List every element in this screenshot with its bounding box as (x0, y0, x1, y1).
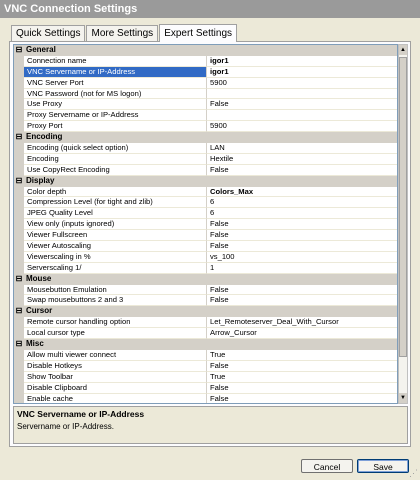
property-row[interactable] (14, 295, 397, 306)
category-header-cursor[interactable] (14, 306, 397, 317)
property-row[interactable] (14, 383, 397, 394)
row-gutter (14, 230, 24, 241)
save-button[interactable]: Save (357, 459, 409, 473)
scroll-up-arrow-icon[interactable]: ▲ (400, 47, 406, 53)
property-name[interactable]: VNC Servername or IP-Address (24, 67, 207, 78)
property-name[interactable]: Viewer Autoscaling (24, 241, 207, 252)
property-row[interactable] (14, 350, 397, 361)
property-name[interactable]: JPEG Quality Level (24, 208, 207, 219)
property-grid-scrollbar[interactable] (398, 44, 408, 404)
row-gutter (14, 165, 24, 176)
property-value[interactable]: 5900 (207, 78, 397, 89)
property-value[interactable]: False (207, 383, 397, 394)
property-value[interactable]: False (207, 241, 397, 252)
property-name[interactable]: Local cursor type (24, 328, 207, 339)
property-row[interactable] (14, 230, 397, 241)
row-gutter (14, 99, 24, 110)
property-value[interactable]: False (207, 99, 397, 110)
category-label: Display (26, 175, 55, 185)
collapse-icon[interactable]: ⊟ (15, 175, 23, 185)
tab-expert-settings[interactable]: Expert Settings (159, 24, 237, 42)
window-title: VNC Connection Settings (0, 0, 420, 18)
property-value[interactable]: False (207, 230, 397, 241)
row-gutter (14, 56, 24, 67)
property-row[interactable] (14, 263, 397, 274)
property-row[interactable] (14, 89, 397, 100)
property-row[interactable] (14, 154, 397, 165)
property-value[interactable]: igor1 (207, 56, 397, 67)
property-row[interactable] (14, 121, 397, 132)
property-row[interactable] (14, 110, 397, 121)
property-value[interactable]: 6 (207, 197, 397, 208)
expert-settings-panel (9, 41, 411, 447)
property-value[interactable]: True (207, 350, 397, 361)
property-row[interactable] (14, 56, 397, 67)
property-name[interactable]: Enable cache (24, 394, 207, 405)
property-row[interactable] (14, 317, 397, 328)
property-row[interactable] (14, 361, 397, 372)
scroll-down-arrow-icon[interactable]: ▼ (400, 395, 406, 401)
property-value[interactable]: igor1 (207, 67, 397, 78)
row-gutter (14, 263, 24, 274)
category-label: Cursor (26, 306, 53, 316)
property-row[interactable] (14, 219, 397, 230)
description-pane (13, 406, 408, 444)
cancel-button[interactable]: Cancel (301, 459, 353, 473)
collapse-icon[interactable]: ⊟ (15, 306, 23, 316)
property-name[interactable]: Viewerscaling in % (24, 252, 207, 263)
property-name[interactable]: VNC Password (not for MS logon) (24, 89, 207, 100)
property-name[interactable]: Connection name (24, 56, 207, 67)
property-name[interactable]: Encoding (quick select option) (24, 143, 207, 154)
collapse-icon[interactable]: ⊟ (15, 132, 23, 142)
property-name[interactable]: Encoding (24, 154, 207, 165)
row-gutter (14, 241, 24, 252)
row-gutter (14, 89, 24, 100)
row-gutter (14, 361, 24, 372)
property-name[interactable]: Allow multi viewer connect (24, 350, 207, 361)
property-value[interactable]: vs_100 (207, 252, 397, 263)
collapse-icon[interactable]: ⊟ (15, 273, 23, 283)
property-name[interactable]: Color depth (24, 187, 207, 198)
property-row[interactable] (14, 99, 397, 110)
property-value[interactable] (207, 110, 397, 121)
category-label: Mouse (26, 273, 52, 283)
property-name[interactable]: Serverscaling 1/ (24, 263, 207, 274)
row-gutter (14, 143, 24, 154)
property-row[interactable] (14, 143, 397, 154)
property-value[interactable]: Arrow_Cursor (207, 328, 397, 339)
property-row[interactable] (14, 67, 397, 78)
category-label: Misc (26, 339, 44, 349)
property-value[interactable]: Colors_Max (207, 187, 397, 198)
category-header-display[interactable] (14, 176, 397, 187)
description-title: VNC Servername or IP-Address (17, 409, 145, 419)
category-label: Encoding (26, 132, 63, 142)
row-gutter (14, 328, 24, 339)
property-name[interactable]: Disable Clipboard (24, 383, 207, 394)
property-row[interactable] (14, 78, 397, 89)
property-name[interactable]: Compression Level (for tight and zlib) (24, 197, 207, 208)
property-name[interactable]: Swap mousebuttons 2 and 3 (24, 295, 207, 306)
property-value[interactable]: 5900 (207, 121, 397, 132)
property-value[interactable]: Hextile (207, 154, 397, 165)
row-gutter (14, 317, 24, 328)
row-gutter (14, 295, 24, 306)
row-gutter (14, 350, 24, 361)
property-value[interactable]: False (207, 394, 397, 405)
category-header-mouse[interactable] (14, 274, 397, 285)
property-value[interactable]: 1 (207, 263, 397, 274)
property-value[interactable]: True (207, 372, 397, 383)
property-row[interactable] (14, 208, 397, 219)
scroll-thumb[interactable] (399, 57, 407, 357)
property-row[interactable] (14, 285, 397, 296)
property-value[interactable]: LAN (207, 143, 397, 154)
property-row[interactable] (14, 187, 397, 198)
row-gutter (14, 383, 24, 394)
property-value[interactable]: False (207, 361, 397, 372)
property-row[interactable] (14, 241, 397, 252)
property-row[interactable] (14, 372, 397, 383)
row-gutter (14, 197, 24, 208)
row-gutter (14, 154, 24, 165)
row-gutter (14, 187, 24, 198)
property-name[interactable]: Remote cursor handling option (24, 317, 207, 328)
property-name[interactable]: VNC Server Port (24, 78, 207, 89)
property-value[interactable]: Let_Remoteserver_Deal_With_Cursor (207, 317, 397, 328)
category-header-misc[interactable] (14, 339, 397, 350)
property-value[interactable] (207, 89, 397, 100)
row-gutter (14, 285, 24, 296)
property-value[interactable]: False (207, 165, 397, 176)
description-text: Servername or IP-Address. (17, 422, 114, 431)
property-row[interactable] (14, 165, 397, 176)
property-name[interactable]: Viewer Fullscreen (24, 230, 207, 241)
property-value[interactable]: False (207, 285, 397, 296)
category-header-encoding[interactable] (14, 132, 397, 143)
row-gutter (14, 110, 24, 121)
property-row[interactable] (14, 328, 397, 339)
property-name[interactable]: Use Proxy (24, 99, 207, 110)
property-name[interactable]: Proxy Servername or IP-Address (24, 110, 207, 121)
collapse-icon[interactable]: ⊟ (15, 339, 23, 349)
row-gutter (14, 121, 24, 132)
property-name[interactable]: Proxy Port (24, 121, 207, 132)
row-gutter (14, 394, 24, 405)
property-name[interactable]: View only (inputs ignored) (24, 219, 207, 230)
row-gutter (14, 372, 24, 383)
property-name[interactable]: Use CopyRect Encoding (24, 165, 207, 176)
property-value[interactable]: False (207, 219, 397, 230)
category-label: General (26, 45, 56, 54)
property-name[interactable]: Show Toolbar (24, 372, 207, 383)
property-row[interactable] (14, 197, 397, 208)
category-header-general[interactable] (14, 45, 397, 56)
resize-grip-icon[interactable]: ⋰ (409, 468, 418, 478)
row-gutter (14, 67, 24, 78)
property-row[interactable] (14, 252, 397, 263)
property-value[interactable]: False (207, 295, 397, 306)
row-gutter (14, 208, 24, 219)
tab-more-settings[interactable]: More Settings (86, 25, 158, 41)
property-name[interactable]: Disable Hotkeys (24, 361, 207, 372)
property-grid (13, 44, 398, 404)
property-row[interactable] (14, 394, 397, 405)
row-gutter (14, 219, 24, 230)
property-name[interactable]: Mousebutton Emulation (24, 285, 207, 296)
collapse-icon[interactable]: ⊟ (15, 45, 23, 54)
tab-quick-settings[interactable]: Quick Settings (11, 25, 85, 41)
row-gutter (14, 78, 24, 89)
row-gutter (14, 252, 24, 263)
property-value[interactable]: 6 (207, 208, 397, 219)
tab-strip (11, 24, 238, 41)
